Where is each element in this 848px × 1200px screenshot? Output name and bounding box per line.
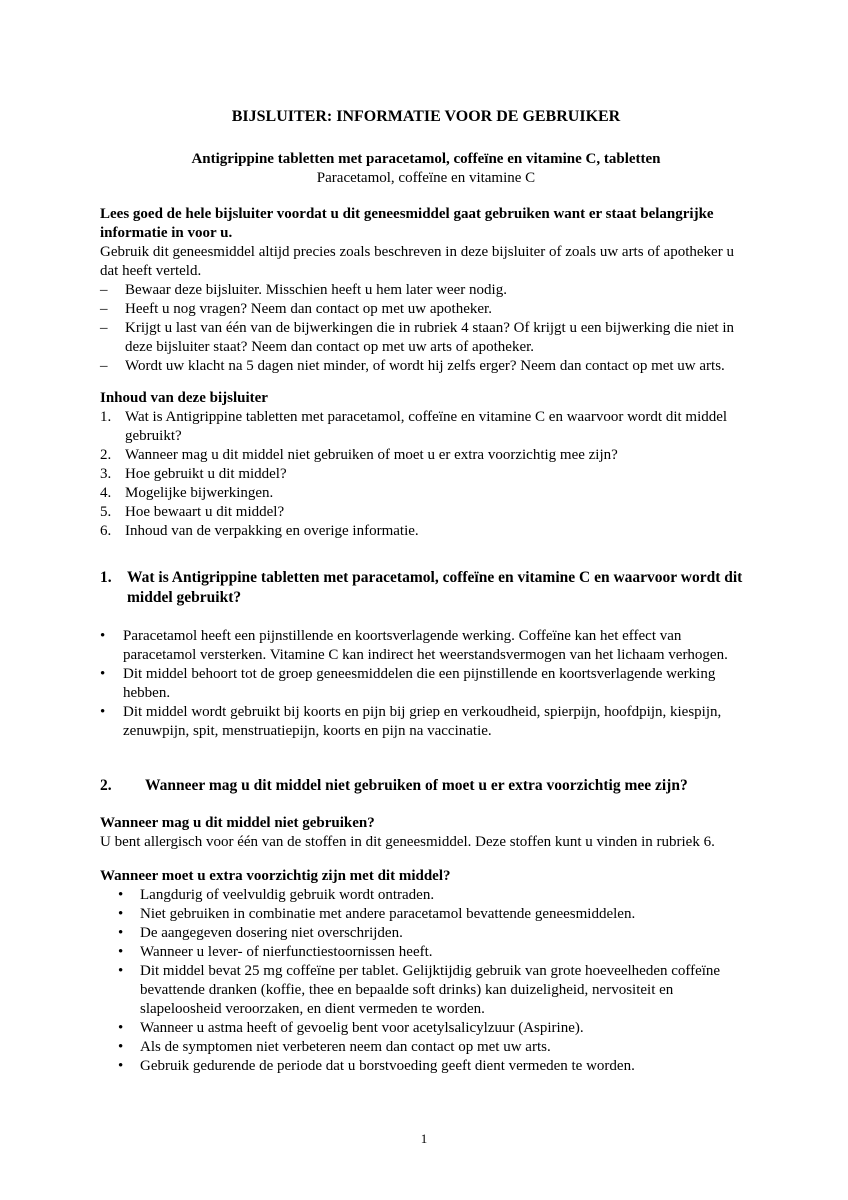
bullet-marker: • xyxy=(118,1039,124,1055)
dash-marker: – xyxy=(100,320,108,336)
spacer xyxy=(100,608,752,627)
intro-dash-list xyxy=(100,281,752,376)
toc-item-text: Wanneer mag u dit middel niet gebruiken of moet u er extra voorzichtig mee zijn? xyxy=(125,447,618,463)
bullet-item-text: Langdurig of veelvuldig gebruik wordt ontraden. xyxy=(140,887,435,903)
dash-item-text: Wordt uw klacht na 5 dagen niet minder, of wordt hij zelfs erger? Neem dan contact op met uw arts. xyxy=(125,358,725,374)
toc-item xyxy=(100,522,752,541)
page-number: 1 xyxy=(420,1131,428,1146)
bullet-item xyxy=(118,962,752,1019)
dash-item-text: Krijgt u last van één van de bijwerkingen die in rubriek 4 staan? Of krijgt u een bijwerking die niet in deze bijsluiter staat? Neem dan contact op met uw arts of apotheker. xyxy=(125,320,734,355)
spacer xyxy=(100,741,752,776)
toc-item-number: 5. xyxy=(100,504,112,520)
bullet-item xyxy=(118,924,752,943)
spacer xyxy=(100,127,752,150)
active-ingredients: Paracetamol, coffeïne en vitamine C xyxy=(316,170,536,186)
bullet-marker: • xyxy=(100,666,106,682)
bullet-item xyxy=(118,1019,752,1038)
bullet-item-text: Niet gebruiken in combinatie met andere paracetamol bevattende geneesmiddelen. xyxy=(140,906,636,922)
bullet-marker: • xyxy=(100,628,106,644)
toc-item xyxy=(100,503,752,522)
toc-item-text: Mogelijke bijwerkingen. xyxy=(125,485,274,501)
dash-item-text: Heeft u nog vragen? Neem dan contact op met uw apotheker. xyxy=(125,301,492,317)
section-1-number: 1. xyxy=(100,569,112,586)
bullet-item-text: Gebruik gedurende de periode dat u borstvoeding geeft dient vermeden te worden. xyxy=(140,1058,635,1074)
bullet-item xyxy=(118,1057,752,1076)
section-1-heading-text: Wat is Antigrippine tabletten met paracetamol, coffeïne en vitamine C en waarvoor wordt dit middel gebruikt? xyxy=(127,569,743,606)
section-2-bullet-list xyxy=(100,886,752,1076)
toc-item-text: Hoe bewaart u dit middel? xyxy=(125,504,285,520)
bullet-item xyxy=(100,703,752,741)
bullet-item xyxy=(118,905,752,924)
bullet-item-text: Wanneer u astma heeft of gevoelig bent voor acetylsalicylzuur (Aspirine). xyxy=(140,1020,584,1036)
bullet-item-text: Dit middel wordt gebruikt bij koorts en pijn bij griep en verkoudheid, spierpijn, hoofdpijn, kiespijn, zenuwpijn, spit, menstruatiepijn, koorts en pijn na vaccinatie. xyxy=(123,704,722,739)
dash-list-item xyxy=(100,281,752,300)
section-2-sub2-heading: Wanneer moet u extra voorzichtig zijn met dit middel? xyxy=(100,868,451,884)
dash-list-item xyxy=(100,319,752,357)
bullet-item-text: Paracetamol heeft een pijnstillende en koortsverlagende werking. Coffeïne kan het effect van paracetamol versterken. Vitamine C kan indirect het weerstandsvermogen van het lichaam verhogen. xyxy=(123,628,728,663)
bullet-marker: • xyxy=(118,1058,124,1074)
section-2-heading-text: Wanneer mag u dit middel niet gebruiken of moet u er extra voorzichtig mee zijn? xyxy=(145,777,688,794)
bullet-marker: • xyxy=(118,1020,124,1036)
toc-item-number: 6. xyxy=(100,523,112,539)
spacer xyxy=(100,852,752,867)
toc-item xyxy=(100,408,752,446)
bullet-item-text: Als de symptomen niet verbeteren neem dan contact op met uw arts. xyxy=(140,1039,551,1055)
bullet-item-text: Dit middel behoort tot de groep geneesmiddelen die een pijnstillende en koortsverlagende werking hebben. xyxy=(123,666,716,701)
bullet-item xyxy=(100,665,752,703)
toc-item xyxy=(100,446,752,465)
section-1-bullet-list xyxy=(100,627,752,741)
dash-marker: – xyxy=(100,301,108,317)
toc-item xyxy=(100,465,752,484)
bullet-item xyxy=(118,1038,752,1057)
dash-marker: – xyxy=(100,282,108,298)
dash-marker: – xyxy=(100,358,108,374)
spacer xyxy=(100,376,752,389)
bullet-item xyxy=(100,627,752,665)
toc-list xyxy=(100,408,752,541)
bullet-marker: • xyxy=(100,704,106,720)
bullet-item-text: De aangegeven dosering niet overschrijden. xyxy=(140,925,403,941)
bullet-item xyxy=(118,943,752,962)
section-2-sub1-text: U bent allergisch voor één van de stoffen in dit geneesmiddel. Deze stoffen kunt u vinden in rubriek 6. xyxy=(100,834,715,850)
intro-lead-bold: Lees goed de hele bijsluiter voordat u dit geneesmiddel gaat gebruiken want er staat belangrijke informatie in voor u. xyxy=(100,206,714,241)
bullet-item-text: Wanneer u lever- of nierfunctiestoornissen heeft. xyxy=(140,944,433,960)
toc-item-text: Hoe gebruikt u dit middel? xyxy=(125,466,287,482)
toc-item-text: Inhoud van de verpakking en overige informatie. xyxy=(125,523,419,539)
dash-list-item xyxy=(100,357,752,376)
product-name: Antigrippine tabletten met paracetamol, coffeïne en vitamine C, tabletten xyxy=(191,151,661,167)
toc-item-text: Wat is Antigrippine tabletten met paracetamol, coffeïne en vitamine C en waarvoor wordt dit middel gebruikt? xyxy=(125,409,728,444)
bullet-marker: • xyxy=(118,925,124,941)
dash-list-item xyxy=(100,300,752,319)
bullet-item xyxy=(118,886,752,905)
bullet-item-text: Dit middel bevat 25 mg coffeïne per tablet. Gelijktijdig gebruik van grote hoeveelheden coffeïne bevattende dranken (koffie, thee en bepaalde soft drinks) kan duizeligheid, nervositeit en slapeloosheid veroorzaken, en dient vermeden te worden. xyxy=(140,963,721,1017)
bullet-marker: • xyxy=(118,963,124,979)
section-2-heading xyxy=(100,776,752,796)
spacer xyxy=(100,796,752,814)
toc-item-number: 2. xyxy=(100,447,112,463)
bullet-marker: • xyxy=(118,887,124,903)
toc-item xyxy=(100,484,752,503)
section-2-number: 2. xyxy=(100,777,112,794)
toc-item-number: 4. xyxy=(100,485,112,501)
spacer xyxy=(100,188,752,205)
intro-lead-text: Gebruik dit geneesmiddel altijd precies zoals beschreven in deze bijsluiter of zoals uw arts of apotheker u dat heeft verteld. xyxy=(100,244,734,279)
dash-item-text: Bewaar deze bijsluiter. Misschien heeft u hem later weer nodig. xyxy=(125,282,507,298)
section-2-sub1-heading: Wanneer mag u dit middel niet gebruiken? xyxy=(100,815,375,831)
toc-heading: Inhoud van deze bijsluiter xyxy=(100,390,268,406)
bullet-marker: • xyxy=(118,944,124,960)
section-1-heading xyxy=(100,568,752,608)
bullet-marker: • xyxy=(118,906,124,922)
toc-item-number: 1. xyxy=(100,409,112,425)
spacer xyxy=(100,541,752,568)
document-title: BIJSLUITER: INFORMATIE VOOR DE GEBRUIKER xyxy=(231,108,621,125)
toc-item-number: 3. xyxy=(100,466,112,482)
